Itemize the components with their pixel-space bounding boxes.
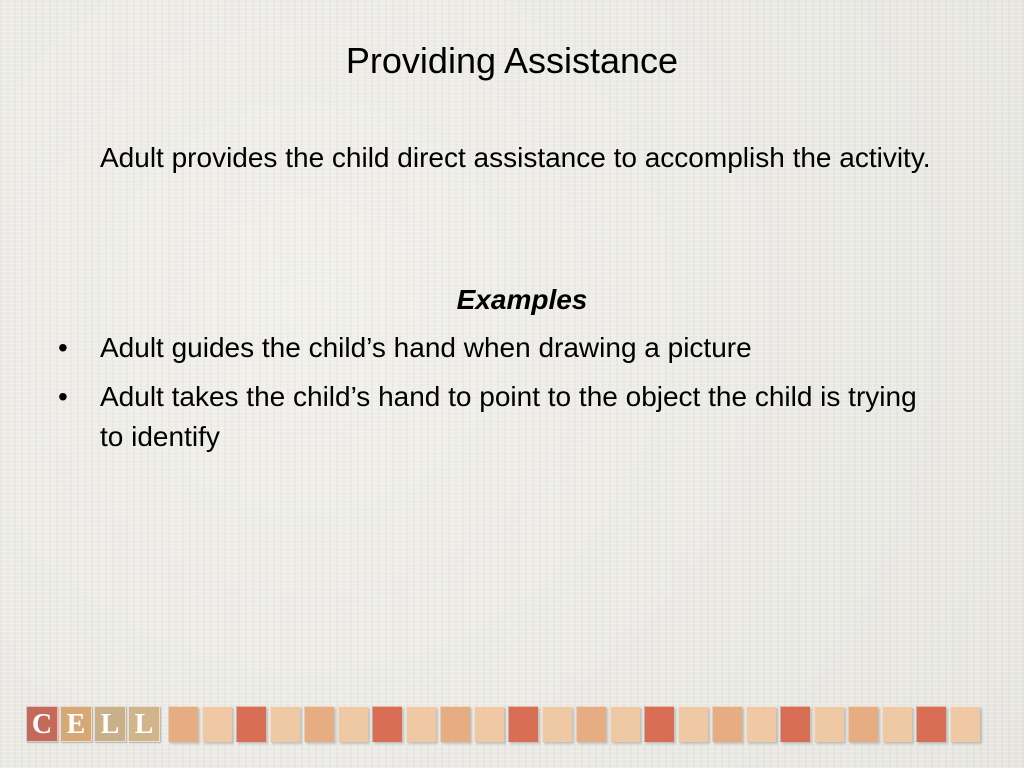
bullet-icon: •: [58, 381, 68, 412]
list-item: [0, 377, 920, 457]
decorative-block: [576, 706, 606, 742]
cell-logo: [26, 706, 162, 744]
decorative-block: [202, 706, 232, 742]
logo-letter: C: [26, 706, 58, 742]
decorative-block: [406, 706, 436, 742]
decorative-block: [644, 706, 674, 742]
examples-heading: Examples: [456, 284, 588, 315]
decorative-block: [610, 706, 640, 742]
decorative-block-bar: [168, 706, 984, 744]
list-item-text: Adult takes the child’s hand to point to the object the child is trying to identify: [100, 381, 917, 452]
decorative-block: [236, 706, 266, 742]
examples-list: [0, 328, 1000, 466]
list-item: [0, 328, 920, 368]
decorative-block: [746, 706, 776, 742]
decorative-block: [474, 706, 504, 742]
decorative-block: [168, 706, 198, 742]
logo-letter: E: [60, 706, 92, 742]
decorative-block: [304, 706, 334, 742]
decorative-block: [372, 706, 402, 742]
logo-letter: L: [128, 706, 160, 742]
decorative-block: [814, 706, 844, 742]
decorative-block: [440, 706, 470, 742]
decorative-block: [508, 706, 538, 742]
decorative-block: [678, 706, 708, 742]
decorative-block: [848, 706, 878, 742]
decorative-block: [950, 706, 980, 742]
footer-strip: [26, 706, 1000, 744]
decorative-block: [916, 706, 946, 742]
decorative-block: [542, 706, 572, 742]
decorative-block: [338, 706, 368, 742]
decorative-block: [780, 706, 810, 742]
bullet-icon: •: [58, 332, 68, 363]
intro-text: Adult provides the child direct assistance to accomplish the activity.: [100, 142, 931, 173]
decorative-block: [712, 706, 742, 742]
decorative-block: [882, 706, 912, 742]
logo-letter: L: [94, 706, 126, 742]
decorative-block: [270, 706, 300, 742]
list-item-text: Adult guides the child’s hand when drawing a picture: [100, 332, 752, 363]
slide-title: Providing Assistance: [345, 40, 679, 81]
